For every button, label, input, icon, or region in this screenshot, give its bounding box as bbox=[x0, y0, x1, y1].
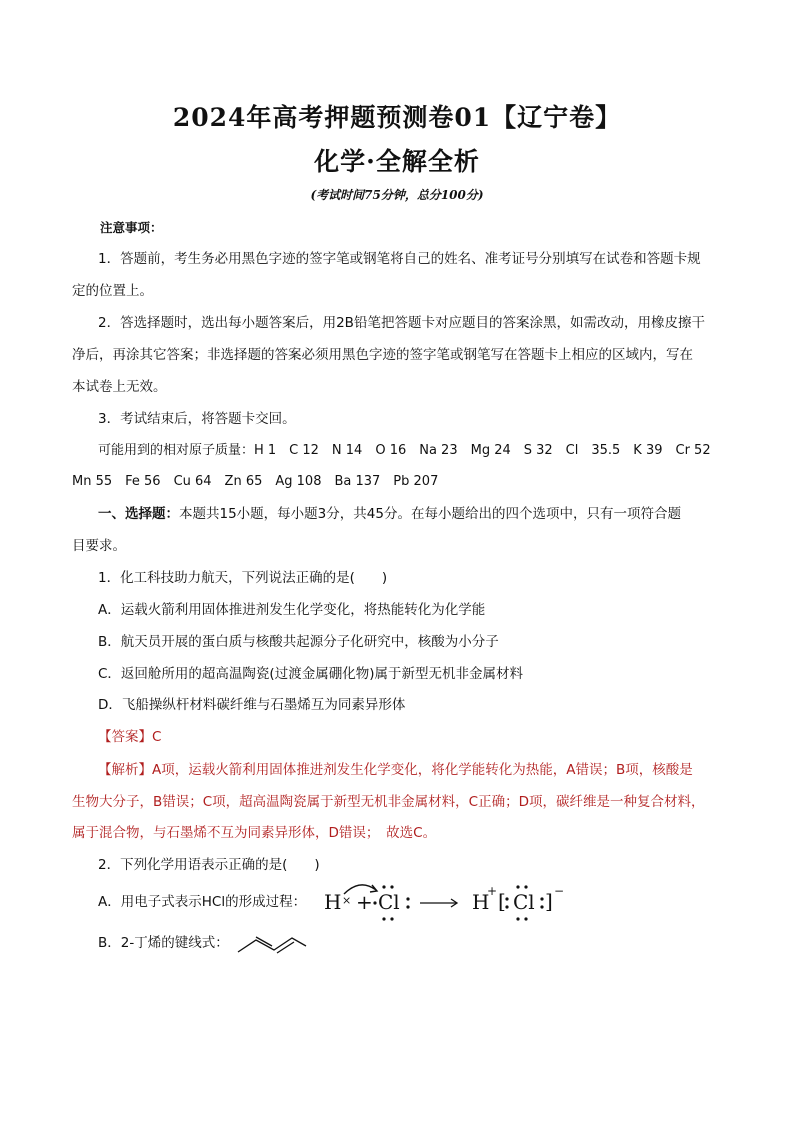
exam-info: (考试时间75分钟，总分100分) bbox=[310, 188, 484, 202]
bracket-open: [ bbox=[498, 889, 506, 913]
atomic-mass-line2: Mn 55 Fe 56 Cu 64 Zn 65 Ag 108 Ba 137 Pb 207 bbox=[72, 474, 439, 489]
q1-stem: 1．化工科技助力航天，下列说法正确的是( ) bbox=[98, 570, 388, 586]
chlorine-symbol: Cl bbox=[378, 890, 400, 914]
section1-intro-line2: 目要求。 bbox=[72, 538, 126, 554]
q1-analysis-line2: 生物大分子，B错误；C项，超高温陶瓷属于新型无机非金属材料，C正确；D项，碳纤维是一种复合材料， bbox=[72, 794, 705, 810]
section1-heading: 一、选择题： bbox=[98, 506, 179, 522]
answer-label: 【答案】 bbox=[98, 729, 152, 745]
q2-option-a: A．用电子式表示HCl的形成过程： bbox=[98, 894, 307, 910]
q1-option-a: A．运载火箭利用固体推进剂发生化学变化，将热能转化为化学能 bbox=[98, 602, 486, 618]
q1-option-c: C．返回舱所用的超高温陶瓷(过渡金属硼化物)属于新型无机非金属材料 bbox=[98, 666, 523, 682]
notice-item1-line2: 定的位置上。 bbox=[72, 283, 153, 299]
page-title: 2024年高考押题预测卷01【辽宁卷】 bbox=[172, 103, 622, 132]
q2-option-b: B．2-丁烯的键线式： bbox=[98, 935, 229, 951]
analysis-label: 【解析】 bbox=[98, 762, 152, 778]
q1-analysis-line1 bbox=[98, 760, 693, 780]
plus-sign: + bbox=[356, 890, 373, 914]
plus-charge: + bbox=[487, 884, 498, 898]
hydrogen-ion-symbol: H bbox=[472, 890, 490, 914]
notice-item3: 3．考试结束后，将答题卡交回。 bbox=[98, 411, 296, 427]
section1-intro bbox=[98, 504, 681, 524]
q1-analysis-line3: 属于混合物，与石墨烯不互为同素异形体，D错误； 故选C。 bbox=[72, 825, 437, 841]
answer-value: C bbox=[152, 729, 162, 745]
analysis-text-1: A项，运载火箭利用固体推进剂发生化学变化，将化学能转化为热能，A错误；B项，核酸是 bbox=[152, 762, 693, 778]
section1-intro-line1: 本题共15小题，每小题3分，共45分。在每小题给出的四个选项中，只有一项符合题 bbox=[179, 506, 681, 522]
electron-cross: × bbox=[342, 894, 352, 907]
butene-skeletal-formula bbox=[234, 928, 314, 958]
minus-charge: − bbox=[554, 884, 565, 898]
hydrogen-symbol: H bbox=[324, 890, 342, 914]
page-subtitle: 化学·全解全析 bbox=[314, 147, 480, 176]
notice-heading: 注意事项： bbox=[100, 220, 163, 235]
notice-item2-line2: 净后，再涂其它答案；非选择题的答案必须用黑色字迹的签字笔或钢笔写在答题卡上相应的区域内，写在 bbox=[72, 347, 693, 363]
chloride-symbol: Cl bbox=[513, 890, 535, 914]
q1-option-d: D．飞船操纵杆材料碳纤维与石墨烯互为同素异形体 bbox=[98, 697, 406, 713]
q1-option-b: B．航天员开展的蛋白质与核酸共起源分子化研究中，核酸为小分子 bbox=[98, 634, 499, 650]
atomic-mass-line1: 可能用到的相对原子质量：H 1 C 12 N 14 O 16 Na 23 Mg 24 S 32 Cl 35.5 K 39 Cr 52 bbox=[98, 443, 711, 458]
notice-item1-line1: 1．答题前，考生务必用黑色字迹的签字笔或钢笔将自己的姓名、准考证号分别填写在试卷和答题卡规 bbox=[98, 251, 701, 267]
q1-answer bbox=[98, 727, 161, 747]
bracket-close: ] bbox=[545, 889, 553, 913]
notice-item2-line1: 2．答选择题时，选出每小题答案后，用2B铅笔把答题卡对应题目的答案涂黑，如需改动，用橡皮擦干 bbox=[98, 315, 705, 331]
notice-item2-line3: 本试卷上无效。 bbox=[72, 379, 167, 395]
hcl-formation-equation bbox=[320, 876, 570, 926]
q2-stem: 2．下列化学用语表示正确的是( ) bbox=[98, 857, 320, 873]
